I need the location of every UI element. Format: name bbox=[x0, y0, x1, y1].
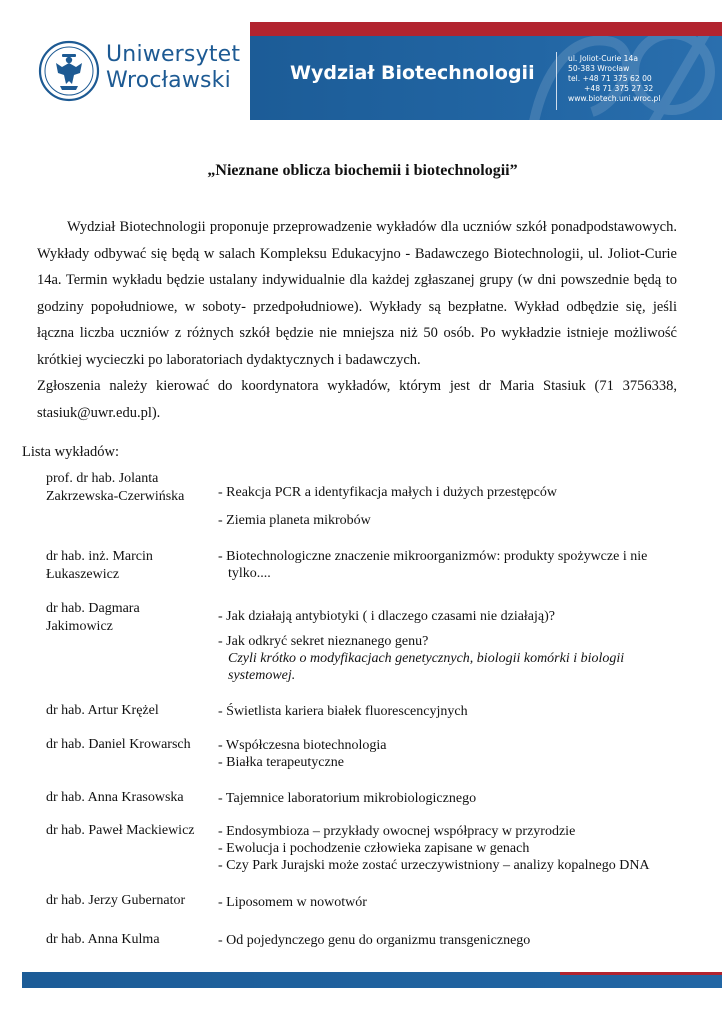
lecturer-name-line: Jakimowicz bbox=[46, 619, 113, 634]
lecturer-name: dr hab. Anna Krasowska bbox=[46, 790, 184, 805]
faculty-title: Wydział Biotechnologii bbox=[290, 62, 535, 84]
letterhead bbox=[22, 22, 722, 120]
lecturer-name-line: Zakrzewska-Czerwińska bbox=[46, 489, 185, 504]
lecture-topic: - Liposomem w nowotwór bbox=[218, 895, 367, 910]
contact-block bbox=[568, 54, 660, 104]
lecture-topic: - Od pojedynczego genu do organizmu transgenicznego bbox=[218, 933, 531, 948]
university-logo-area bbox=[22, 22, 250, 120]
contact-street: ul. Joliot-Curie 14a bbox=[568, 54, 638, 63]
university-name-line-2: Wrocławski bbox=[106, 68, 231, 93]
lecture-topic: - Jak działają antybiotyki ( i dlaczego czasami nie działają)? bbox=[218, 609, 556, 624]
lecturer-name: dr hab. Jerzy Gubernator bbox=[46, 893, 186, 908]
lecture-topic-line: tylko.... bbox=[228, 566, 271, 581]
lecture-list-heading: Lista wykładów: bbox=[22, 444, 120, 460]
university-name-line-1: Uniwersytet bbox=[106, 42, 241, 67]
lecturer-name-line: Łukaszewicz bbox=[46, 567, 120, 582]
lecture-topic-subtitle: systemowej. bbox=[228, 668, 296, 683]
lecture-topic bbox=[218, 737, 688, 771]
contact-paragraph: Zgłoszenia należy kierować do koordynatora wykładów, którym jest dr Maria Stasiuk (71 3756338, stasiuk@uwr.edu.pl). bbox=[37, 378, 677, 421]
lecture-topic-line: - Biotechnologiczne znaczenie mikroorganizmów: produkty spożywcze i nie bbox=[218, 549, 648, 564]
lecturer-name bbox=[46, 470, 214, 506]
university-crest-icon bbox=[38, 40, 100, 102]
lecture-topic: - Tajemnice laboratorium mikrobiologicznego bbox=[218, 791, 477, 806]
lecturer-name-line: dr hab. inż. Marcin bbox=[46, 549, 153, 564]
lecture-topic bbox=[218, 823, 688, 874]
lecturer-name bbox=[46, 548, 214, 584]
lecturer-name: dr hab. Paweł Mackiewicz bbox=[46, 823, 195, 838]
lecture-topic-line: - Ewolucja i pochodzenie człowieka zapisane w genach bbox=[218, 841, 530, 856]
contact-phone-1: tel. +48 71 375 62 00 bbox=[568, 74, 652, 83]
lecturer-name: dr hab. Anna Kulma bbox=[46, 932, 160, 947]
document-title: „Nieznane oblicza biochemii i biotechnologii” bbox=[207, 162, 518, 179]
header-divider bbox=[556, 52, 557, 110]
lecture-topic bbox=[218, 633, 688, 684]
header-band bbox=[250, 22, 722, 120]
contact-postcode: 50-383 Wrocław bbox=[568, 64, 630, 73]
lecturer-name bbox=[46, 600, 214, 636]
lecturer-name-line: prof. dr hab. Jolanta bbox=[46, 471, 159, 486]
lecture-topic-line: - Współczesna biotechnologia bbox=[218, 738, 387, 753]
contact-phone-2: +48 71 375 27 32 bbox=[584, 84, 654, 93]
lecture-topic-line: - Białka terapeutyczne bbox=[218, 755, 344, 770]
lecture-topic-line: - Czy Park Jurajski może zostać urzeczywistniony – analizy kopalnego DNA bbox=[218, 858, 650, 873]
contact-website: www.biotech.uni.wroc.pl bbox=[568, 94, 661, 103]
lecture-topic-line: - Jak odkryć sekret nieznanego genu? bbox=[218, 634, 429, 649]
lecture-topic: - Reakcja PCR a identyfikacja małych i dużych przestępców bbox=[218, 485, 557, 500]
intro-text bbox=[37, 214, 677, 426]
lecture-topic: - Świetlista kariera białek fluorescencyjnych bbox=[218, 704, 468, 719]
lecture-topic-line: - Endosymbioza – przykłady owocnej współpracy w przyrodzie bbox=[218, 824, 576, 839]
lecturer-name-line: dr hab. Dagmara bbox=[46, 601, 140, 616]
lecture-topic bbox=[218, 548, 688, 582]
footer-red-accent bbox=[560, 972, 722, 975]
header-red-strip bbox=[250, 22, 722, 36]
lecture-topic: - Ziemia planeta mikrobów bbox=[218, 513, 371, 528]
lecture-topic-subtitle: Czyli krótko o modyfikacjach genetycznych, biologii komórki i biologii bbox=[228, 651, 625, 666]
intro-paragraph: Wydział Biotechnologii proponuje przeprowadzenie wykładów dla uczniów szkół ponadpodstawowych. Wykłady odbywać się będą w salach Kompleksu Edukacyjno - Badawczego Biotechnologii, ul. Joliot-Curie 14a. Termin wykładu będzie ustalany indywidualnie dla każdej zgłaszanej grupy (w dni powszednie będą to godziny popołudniowe, w soboty- przedpołudniowe). Wykłady są bezpłatne. Wykład odbędzie się, jeśli łączna liczba uczniów z różnych szkół będzie nie mniejsza niż 50 osób. Po wykładzie istnieje możliwość krótkiej wycieczki po laboratoriach dydaktycznych i badawczych. bbox=[37, 219, 677, 368]
lecturer-name: dr hab. Artur Krężel bbox=[46, 703, 159, 718]
lecturer-name: dr hab. Daniel Krowarsch bbox=[46, 737, 191, 752]
